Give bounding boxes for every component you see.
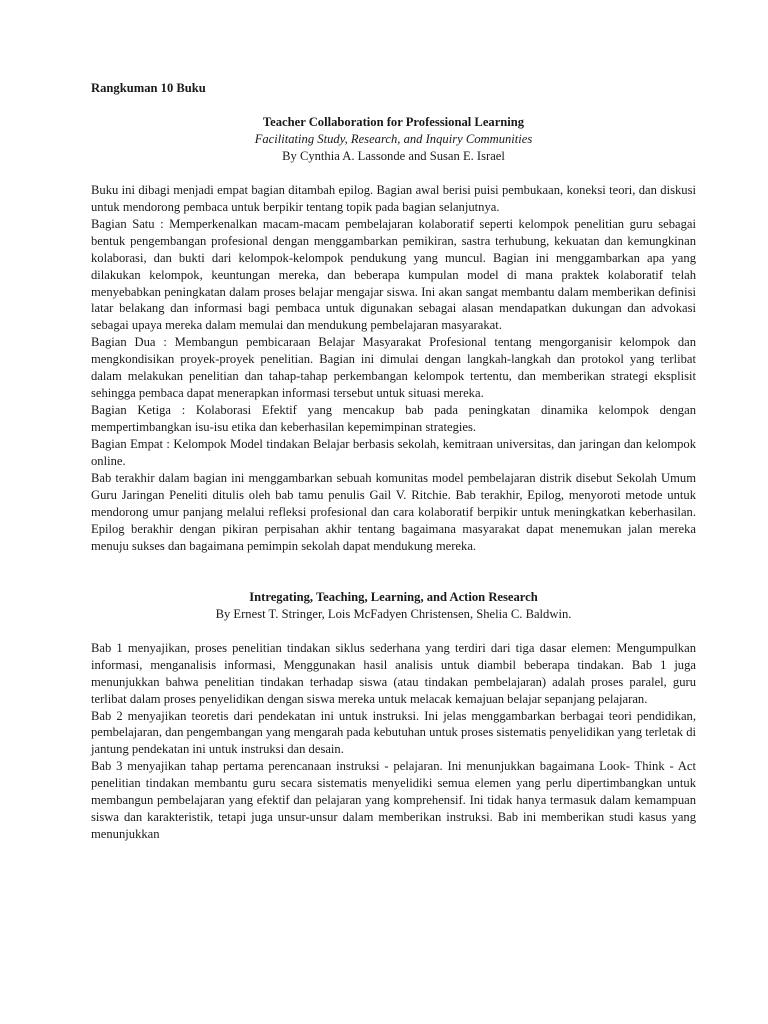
spacer bbox=[91, 623, 696, 640]
spacer bbox=[91, 555, 696, 589]
book2-paragraph-chapter-1: Bab 1 menyajikan, proses penelitian tindakan siklus sederhana yang terdiri dari tiga dasar elemen: Mengumpulkan informasi, menganalisis informasi, Menggunakan hasil analisis untuk diambil beberapa tindakan. Bab 1 juga menunjukkan bahwa penelitian tindakan terhadap siswa (atau tindakan pembelajaran) adalah proses paralel, guru terlibat dalam proses penyelidikan dengan siswa mereka untuk melacak kemajuan belajar sepanjang pelajaran. bbox=[91, 640, 696, 706]
book1-paragraph-intro: Buku ini dibagi menjadi empat bagian ditambah epilog. Bagian awal berisi puisi pembukaan, koneksi teori, dan diskusi untuk mendorong pembaca untuk berpikir tentang topik pada bagian selanjutnya. bbox=[91, 182, 696, 214]
book1-subtitle: Facilitating Study, Research, and Inquiry Communities bbox=[254, 131, 533, 146]
spacer bbox=[91, 165, 696, 182]
book2-header bbox=[91, 589, 696, 623]
book1-paragraph-part-four: Bagian Empat : Kelompok Model tindakan Belajar berbasis sekolah, kemitraan universitas, dan jaringan dan kelompok online. bbox=[91, 437, 696, 469]
book1-paragraph-part-one: Bagian Satu : Memperkenalkan macam-macam pembelajaran kolaboratif seperti kelompok penelitian guru sebagai bentuk pengembangan profesional dengan menggambarkan pemikiran, sastra terhubung, kekuatan dan kemungkinan kolaborasi, dan bukti dari kelompok-kelompok pendukung yang muncul. Bagian ini menggambarkan apa yang dilakukan kelompok, keuntungan mereka, dan beberapa kumpulan model di mana praktek kolaboratif telah menyebabkan peningkatan dalam proses belajar mengajar siswa. Ini akan sangat membantu dalam memberikan definisi latar belakang dan informasi bagi pembaca untuk digunakan sebagai alasan mendapatkan dukungan dan advokasi sebagai upaya mereka dalam memulai dan mendukung pembelajaran masyarakat. bbox=[91, 216, 696, 333]
book2-paragraph-chapter-2: Bab 2 menyajikan teoretis dari pendekatan ini untuk instruksi. Ini jelas menggambarkan berbagai teori pendidikan, pembelajaran, dan pengembangan yang mengarah pada kebutuhan untuk proses sistematis penyelidikan yang terletak di jantung pendekatan ini untuk instruksi dan desain. bbox=[91, 708, 696, 757]
document-title: Rangkuman 10 Buku bbox=[91, 81, 206, 95]
book1-title: Teacher Collaboration for Professional Learning bbox=[262, 114, 525, 129]
book1-paragraph-part-three: Bagian Ketiga : Kolaborasi Efektif yang mencakup bab pada peningkatan dinamika kelompok dengan mempertimbangkan isu-isu etika dan keberhasilan kepemimpinan strategies. bbox=[91, 403, 696, 435]
book1-paragraph-part-two: Bagian Dua : Membangun pembicaraan Belajar Masyarakat Profesional tentang mengorganisir kelompok dan mengkondisikan proyek-proyek penelitian. Bagian ini dimulai dengan langkah-langkah dan protokol yang terlibat dalam melakukan penelitian dan tahap-tahap perkembangan kelompok tertentu, dan memberikan strategi eksplisit sehingga pembaca dapat menerapkan informasi tersebut untuk situasi mereka. bbox=[91, 335, 696, 401]
book2-authors: By Ernest T. Stringer, Lois McFadyen Christensen, Shelia C. Baldwin. bbox=[215, 606, 572, 621]
book1-authors: By Cynthia A. Lassonde and Susan E. Israel bbox=[282, 148, 505, 163]
book1-paragraph-closing: Bab terakhir dalam bagian ini menggambarkan sebuah komunitas model pembelajaran distrik disebut Sekolah Umum Guru Jaringan Peneliti ditulis oleh bab tamu penulis Gail V. Ritchie. Bab terakhir, Epilog, menyoroti metode untuk mendorong umur panjang melalui refleksi profesional dan cara kolaboratif berpikir untuk meningkatkan keberhasilan. Epilog berakhir dengan pikiran perpisahan akhir tentang bagaimana masyarakat dapat menemukan jalan mereka menuju sukses dan bagaimana pemimpin sekolah dapat mendukung mereka. bbox=[91, 471, 696, 553]
book2-paragraph-chapter-3: Bab 3 menyajikan tahap pertama perencanaan instruksi - pelajaran. Ini menunjukkan bagaimana Look- Think - Act penelitian tindakan membantu guru secara sistematis menyelidiki semua elemen yang perlu dipertimbangkan untuk membangun pembelajaran yang efektif dan pelajaran yang komprehensif. Ini tidak hanya termasuk dalam kemampuan siswa dan karakteristik, tetapi juga unsur-unsur dalam memberikan instruksi. Bab ini memberikan studi kasus yang menunjukkan bbox=[91, 759, 696, 842]
book2-title: Intregating, Teaching, Learning, and Action Research bbox=[249, 589, 538, 604]
spacer bbox=[91, 97, 696, 114]
document-page bbox=[91, 80, 696, 843]
book1-header bbox=[91, 114, 696, 165]
